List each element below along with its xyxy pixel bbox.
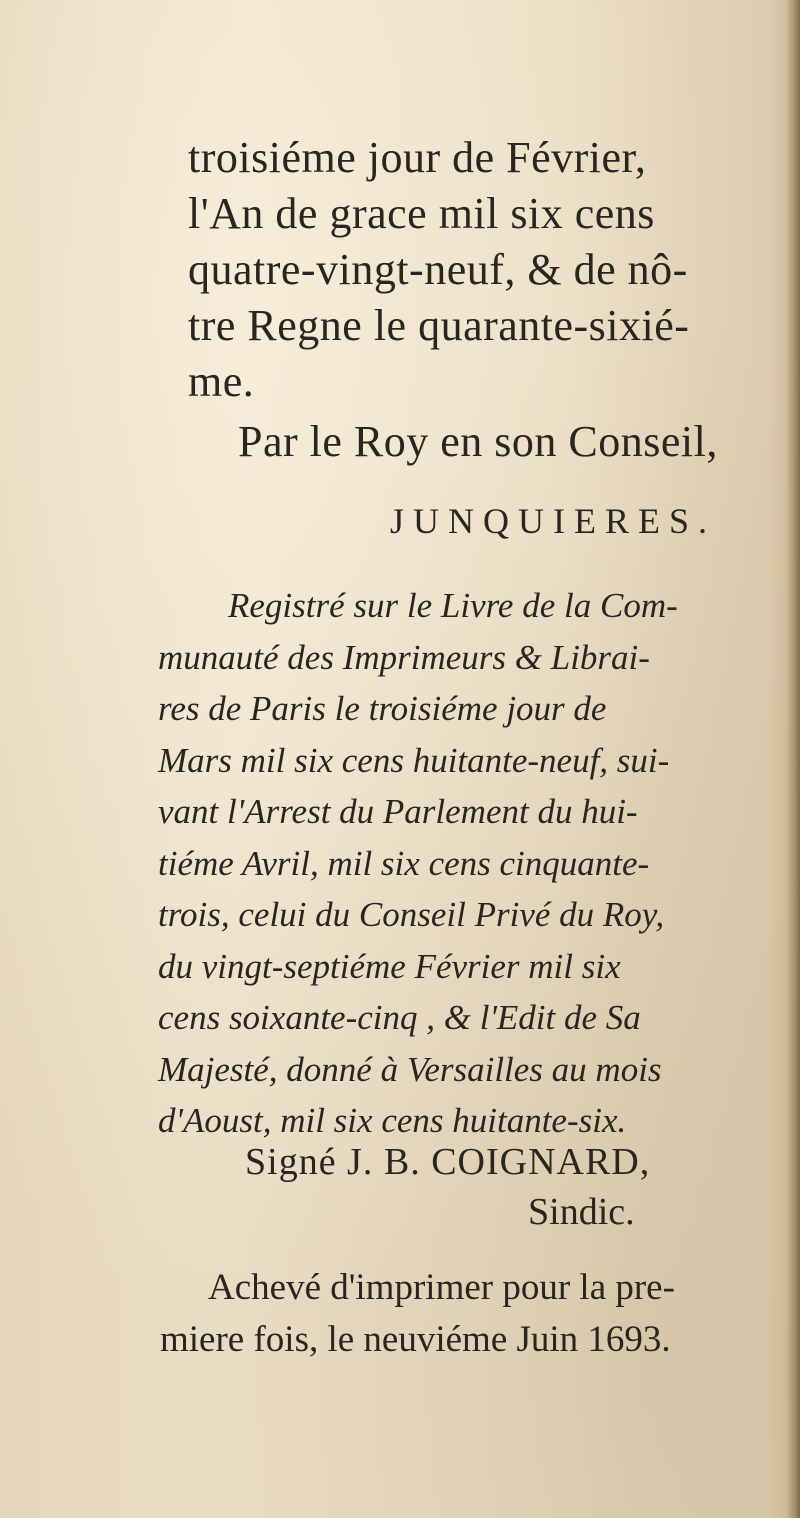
colophon-line: miere fois, le neuviéme Juin 1693. xyxy=(160,1319,671,1360)
text-line: l'An de grace mil six cens xyxy=(188,189,655,238)
registration-line: du vingt-septiéme Février mil six xyxy=(158,946,621,986)
registration-line: munauté des Imprimeurs & Librai- xyxy=(158,637,650,677)
signature-coignard: Signé J. B. COIGNARD, xyxy=(245,1141,651,1183)
registration-line: Registré sur le Livre de la Com- xyxy=(228,586,678,625)
page-edge xyxy=(786,0,800,1518)
text-line: troisiéme jour de Février, xyxy=(188,133,647,182)
text-line: quatre-vingt-neuf, & de nô- xyxy=(188,245,688,294)
authority-line: Par le Roy en son Conseil, xyxy=(238,417,718,466)
registration-line: cens soixante-cinq , & l'Edit de Sa xyxy=(158,998,641,1037)
registration-line: trois, celui du Conseil Privé du Roy, xyxy=(158,895,665,934)
main-text-block xyxy=(188,130,778,470)
signature-junquieres: JUNQUIERES. xyxy=(390,501,717,541)
text-line: tre Regne le quarante-sixié- xyxy=(188,301,690,350)
registration-line: tiéme Avril, mil six cens cinquante- xyxy=(158,843,650,883)
registration-paragraph xyxy=(158,580,778,1147)
colophon xyxy=(160,1262,675,1366)
registration-line: vant l'Arrest du Parlement du hui- xyxy=(158,792,638,831)
registration-line: res de Paris le troisiéme jour de xyxy=(158,689,607,728)
registration-line: Majesté, donné à Versailles au mois xyxy=(158,1049,662,1089)
colophon-line: Achevé d'imprimer pour la pre- xyxy=(208,1267,675,1308)
registration-line: d'Aoust, mil six cens huitante-six. xyxy=(158,1101,627,1140)
text-line: me. xyxy=(188,357,255,406)
signature-title: Sindic. xyxy=(528,1191,635,1233)
registration-line: Mars mil six cens huitante-neuf, sui- xyxy=(158,740,670,780)
